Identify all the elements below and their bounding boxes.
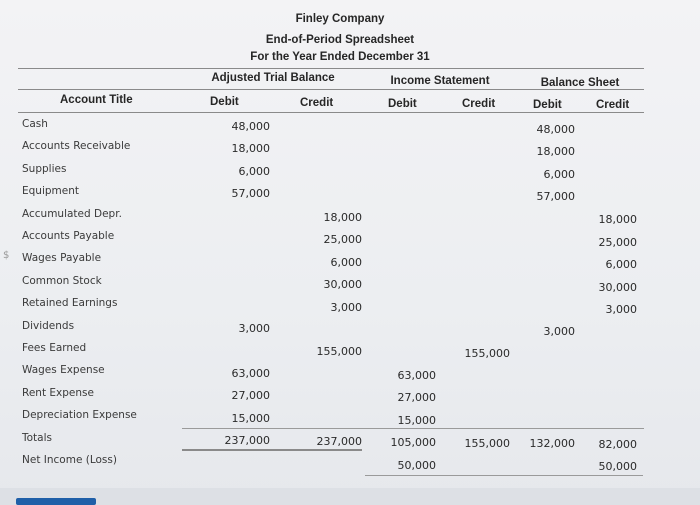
cell-bs-credit: 30,000 bbox=[598, 280, 637, 294]
cell-atb-credit: 237,000 bbox=[316, 435, 362, 449]
margin-mark: $ bbox=[3, 250, 10, 261]
row-account-label: Totals bbox=[22, 431, 52, 444]
cell-atb-debit: 15,000 bbox=[231, 411, 270, 425]
cell-bs-credit: 3,000 bbox=[605, 303, 637, 317]
row-account-label: Fees Earned bbox=[22, 342, 87, 354]
row-account-label: Dividends bbox=[22, 319, 75, 332]
cell-bs-credit: 82,000 bbox=[598, 437, 637, 451]
row-account-label: Retained Earnings bbox=[22, 297, 118, 310]
cell-is-debit: 50,000 bbox=[397, 458, 436, 472]
blue-tab[interactable] bbox=[16, 498, 96, 505]
cell-bs-credit: 18,000 bbox=[598, 213, 637, 227]
cell-is-credit: 155,000 bbox=[464, 436, 510, 450]
cell-atb-debit: 3,000 bbox=[238, 322, 270, 336]
cell-bs-debit: 18,000 bbox=[536, 145, 575, 159]
row-account-label: Cash bbox=[22, 118, 48, 130]
cell-atb-credit: 18,000 bbox=[323, 210, 362, 224]
row-account-label: Accumulated Depr. bbox=[22, 207, 122, 220]
col-is-credit: Credit bbox=[462, 98, 496, 110]
row-account-label: Net Income (Loss) bbox=[22, 454, 117, 466]
header-rule bbox=[18, 112, 644, 113]
cell-atb-credit: 6,000 bbox=[330, 255, 362, 269]
col-account-title: Account Title bbox=[60, 94, 133, 106]
bottom-bar bbox=[0, 488, 700, 505]
group-income-statement: Income Statement bbox=[390, 75, 490, 87]
row-account-label: Accounts Payable bbox=[22, 230, 115, 242]
cell-atb-debit: 6,000 bbox=[238, 164, 270, 178]
cell-atb-debit: 27,000 bbox=[231, 389, 270, 403]
cell-bs-debit: 6,000 bbox=[543, 167, 575, 181]
cell-is-debit: 15,000 bbox=[397, 413, 436, 427]
cell-bs-credit: 25,000 bbox=[598, 235, 637, 249]
cell-atb-debit: 63,000 bbox=[231, 366, 270, 380]
cell-atb-debit: 48,000 bbox=[231, 120, 270, 133]
col-atb-debit: Debit bbox=[210, 96, 239, 108]
col-bs-debit: Debit bbox=[533, 99, 562, 111]
row-account-label: Common Stock bbox=[22, 274, 102, 287]
group-balance-sheet: Balance Sheet bbox=[540, 77, 620, 89]
cell-atb-debit: 57,000 bbox=[231, 187, 270, 201]
row-account-label: Wages Payable bbox=[22, 252, 102, 265]
row-account-label: Supplies bbox=[22, 162, 67, 175]
row-account-label: Equipment bbox=[22, 185, 79, 198]
row-account-label: Depreciation Expense bbox=[22, 409, 137, 422]
group-rule bbox=[18, 89, 644, 90]
group-adjusted-trial-balance: Adjusted Trial Balance bbox=[211, 72, 335, 84]
cell-atb-debit: 18,000 bbox=[231, 142, 270, 156]
cell-bs-debit: 3,000 bbox=[543, 325, 575, 339]
net-income-rule bbox=[365, 475, 643, 476]
atb-double-rule bbox=[182, 449, 362, 451]
col-is-debit: Debit bbox=[388, 98, 417, 110]
period-line: For the Year Ended December 31 bbox=[250, 51, 430, 63]
cell-is-debit: 27,000 bbox=[397, 391, 436, 405]
cell-is-credit: 155,000 bbox=[464, 346, 510, 360]
cell-bs-debit: 57,000 bbox=[536, 190, 575, 204]
cell-bs-credit: 50,000 bbox=[598, 460, 637, 474]
spreadsheet-title: End-of-Period Spreadsheet bbox=[265, 34, 415, 46]
cell-atb-credit: 3,000 bbox=[330, 300, 362, 314]
cell-atb-debit: 237,000 bbox=[224, 434, 270, 448]
cell-bs-credit: 6,000 bbox=[605, 258, 637, 272]
row-account-label: Wages Expense bbox=[22, 364, 105, 377]
col-bs-credit: Credit bbox=[596, 99, 630, 111]
cell-atb-credit: 25,000 bbox=[323, 233, 362, 247]
cell-atb-credit: 155,000 bbox=[316, 345, 362, 359]
cell-is-debit: 105,000 bbox=[390, 436, 436, 450]
cell-bs-debit: 48,000 bbox=[536, 123, 575, 136]
company-name: Finley Company bbox=[295, 13, 385, 25]
row-account-label: Accounts Receivable bbox=[22, 140, 131, 153]
top-rule bbox=[18, 68, 644, 69]
cell-atb-credit: 30,000 bbox=[323, 278, 362, 292]
row-account-label: Rent Expense bbox=[22, 386, 94, 399]
cell-bs-debit: 132,000 bbox=[529, 437, 575, 451]
totals-rule bbox=[182, 428, 644, 429]
cell-is-debit: 63,000 bbox=[397, 368, 436, 382]
col-atb-credit: Credit bbox=[300, 97, 334, 109]
